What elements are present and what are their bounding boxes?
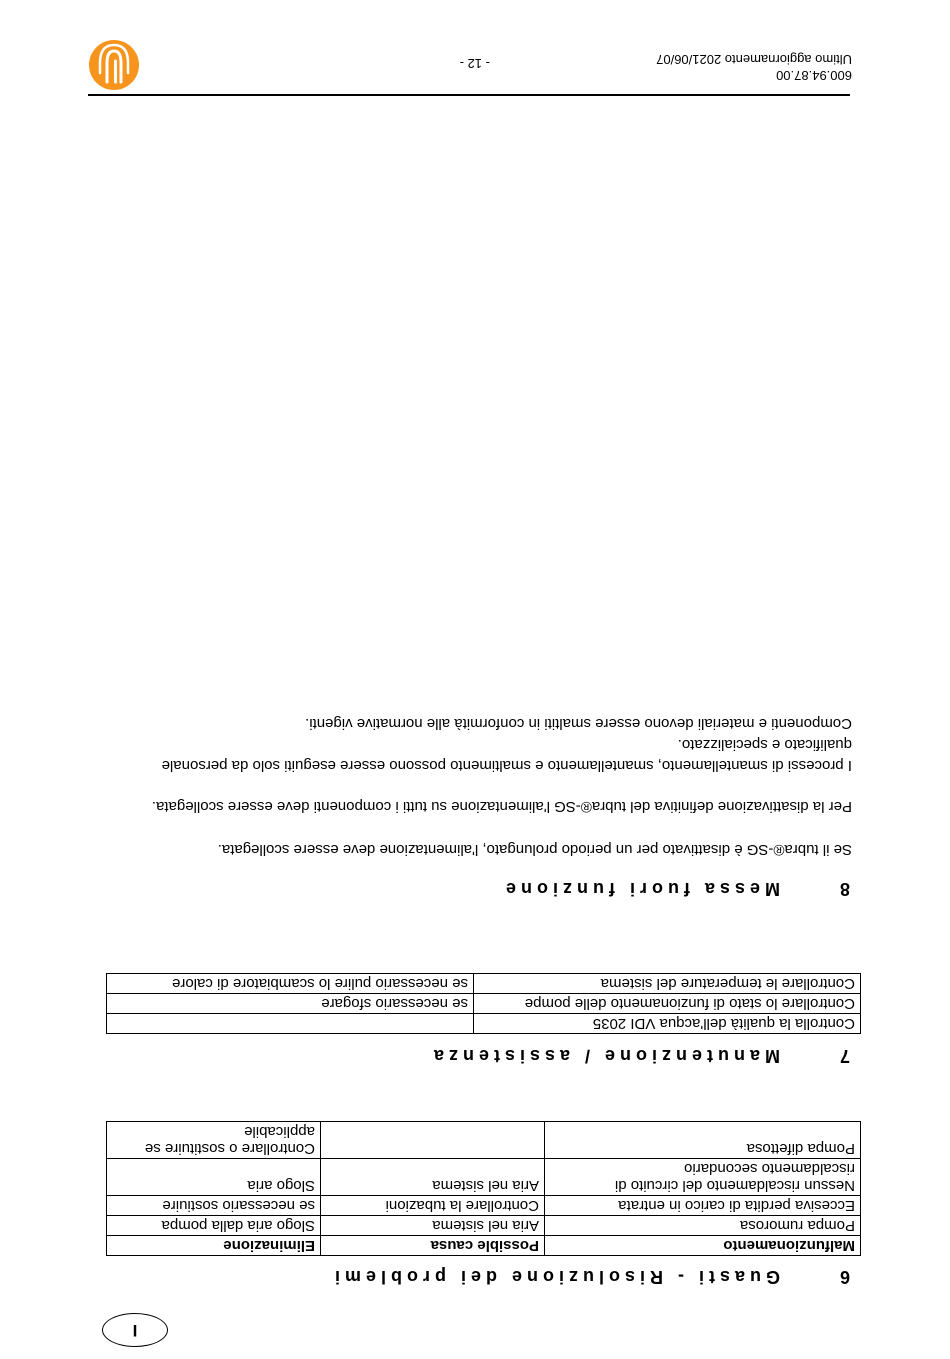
section-6-number: 6 [839,1267,850,1287]
table-cell: Controllare lo stato di funzionamento delle pompe [474,994,861,1014]
section-8-number: 8 [839,879,850,899]
table-cell: Controllare la tubazioni [321,1196,545,1216]
table-row [107,1122,861,1159]
table-cell: se necessario pulire lo scambiatore di calore [107,974,474,994]
table-cell: se necessario sfogare [107,994,474,1014]
section-7-number: 7 [839,1046,850,1066]
section-7-title: Manutenzione / assistenza [428,1046,780,1066]
table-cell: Pompa difettosa [545,1122,861,1159]
table-cell: se necessario sostiuire [107,1196,321,1216]
table-cell: Aria nel sistema [321,1216,545,1236]
section-6-title: Guasti - Risoluzione dei problemi [329,1267,780,1287]
section-6-heading [330,1266,850,1287]
section-8-heading [501,878,850,899]
paragraph: Componenti e materiali devono essere smaltiti in conformità alle normative vigenti. [305,715,852,732]
column-header: Possible causa [321,1236,545,1256]
maintenance-table [106,973,861,1034]
table-row [107,1216,861,1236]
table-cell: Controllare le temperature del sistema [474,974,861,994]
doc-number: 600.94.87.00 [776,68,852,83]
table-cell [321,1122,545,1159]
paragraph: Per la disattivazione definitiva del tubra®-SG l'alimentazione su tutti i componenti deve essere scollegata. [151,798,852,815]
column-header: Eliminazione [107,1236,321,1256]
table-row [107,1014,861,1034]
table-cell: Pompa rumorosa [545,1216,861,1236]
company-logo-icon [88,39,140,91]
troubleshooting-table [106,1121,861,1256]
table-cell: Slogo aria dalla pompa [107,1216,321,1236]
table-cell: Nessun riscaldamento del circuito di riscaldamento secondario [545,1159,861,1196]
table-cell: Controlla la qualità dell'acqua VDI 2035 [474,1014,861,1034]
table-cell [107,1014,474,1034]
table-row [107,1196,861,1216]
table-row [107,994,861,1014]
paragraph: Se il tubra®-SG è disattivato per un periodo prolungato, l'alimentazione deve essere scollegata. [217,841,852,858]
table-cell: Controllare o sostituire se applicabile [107,1122,321,1159]
table-cell: Slogo aria [107,1159,321,1196]
page-number: - 12 - [459,56,490,71]
section-8-title: Messa fuori funzione [500,879,780,899]
language-badge: I [102,1313,168,1347]
paragraph: I processi di smantellamento, smantellamento e smaltimento possono essere eseguiti solo da personale qualificato e specializzato. [161,736,852,774]
last-update: Ultimo aggiornamento 2021/06/07 [656,52,852,67]
column-header: Malfunzionamento [545,1236,861,1256]
table-cell: Eccesiva perdita di carico in entrata [545,1196,861,1216]
section-7-heading [429,1045,850,1066]
table-cell: Aria nel sistema [321,1159,545,1196]
footer-doc-info [656,51,852,83]
table-row [107,1159,861,1196]
table-header-row [107,1236,861,1256]
footer-divider [88,94,850,96]
table-row [107,974,861,994]
